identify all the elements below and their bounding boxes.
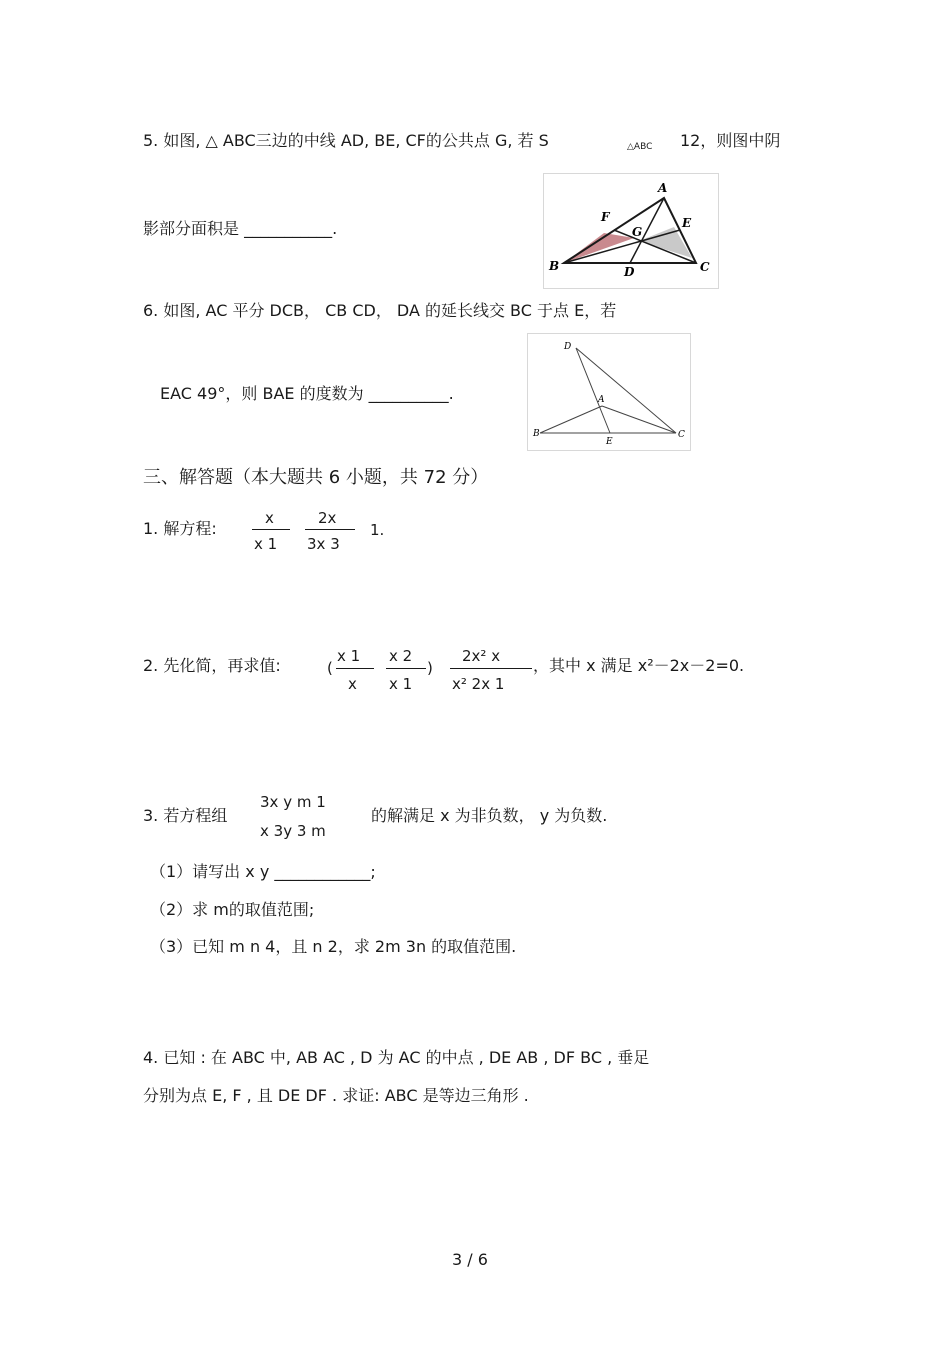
p2-b-num: x 2 bbox=[389, 647, 413, 665]
p2-b-bar bbox=[386, 668, 426, 669]
p3-prefix: 3. 若方程组 bbox=[143, 806, 228, 825]
p2-c-den: x² 2x 1 bbox=[452, 675, 505, 693]
label-g: G bbox=[632, 225, 643, 239]
p2-b-den: x 1 bbox=[389, 675, 413, 693]
label-f: F bbox=[601, 210, 610, 224]
page-number: 3 / 6 bbox=[452, 1250, 488, 1269]
p3-eq1: 3x y m 1 bbox=[260, 793, 326, 811]
q5-line1: 5. 如图, △ ABC三边的中线 AD, BE, CF的公共点 G, 若 S bbox=[143, 131, 549, 150]
q6-figure bbox=[527, 333, 691, 451]
p2-a-bar bbox=[336, 668, 374, 669]
p3-tail: 的解满足 x 为非负数， y 为负数. bbox=[371, 806, 608, 825]
label-c: C bbox=[700, 260, 710, 274]
label-b: B bbox=[549, 259, 560, 273]
p2-tail: ，其中 x 满足 x²－2x－2=0. bbox=[533, 656, 745, 675]
label-b: B bbox=[533, 429, 540, 439]
p3-sub1: （1）请写出 x y ____________; bbox=[150, 862, 376, 881]
section-title: 三、解答题（本大题共 6 小题，共 72 分） bbox=[143, 467, 489, 488]
p1-rhs: 1. bbox=[370, 521, 385, 539]
p2-open-paren: ( bbox=[327, 659, 333, 677]
q5-value: 12，则图中阴 bbox=[680, 131, 781, 150]
p2-prefix: 2. 先化简，再求值: bbox=[143, 656, 281, 675]
label-d: D bbox=[564, 342, 572, 352]
label-a: A bbox=[658, 181, 668, 195]
label-a: A bbox=[598, 395, 605, 405]
p2-a-den: x bbox=[348, 675, 357, 693]
q5-subscript: △ABC bbox=[627, 142, 653, 152]
p4-line1: 4. 已知 : 在 ABC 中, AB AC , D 为 AC 的中点 , DE AB , DF BC , 垂足 bbox=[143, 1048, 650, 1067]
p3-eq2: x 3y 3 m bbox=[260, 822, 326, 840]
p3-sub3: （3）已知 m n 4，且 n 2，求 2m 3n 的取值范围. bbox=[150, 937, 517, 956]
q5-figure bbox=[543, 173, 719, 289]
p2-c-num: 2x² x bbox=[462, 647, 501, 665]
p2-close-paren: ) bbox=[427, 659, 433, 677]
p1-frac2-den: 3x 3 bbox=[307, 535, 340, 553]
p1-prefix: 1. 解方程: bbox=[143, 519, 217, 538]
p1-frac2-bar bbox=[305, 529, 355, 530]
segment-dc bbox=[576, 348, 676, 433]
p1-frac2-num: 2x bbox=[318, 509, 337, 527]
label-c: C bbox=[678, 430, 685, 440]
p1-frac1-den: x 1 bbox=[254, 535, 278, 553]
p1-frac1-num: x bbox=[265, 509, 274, 527]
q5-line2: 影部分面积是 ___________. bbox=[143, 219, 338, 238]
q6-line1: 6. 如图, AC 平分 DCB， CB CD， DA 的延长线交 BC 于点 E，若 bbox=[143, 301, 617, 320]
segment-de bbox=[576, 348, 610, 433]
p3-sub2: （2）求 m的取值范围; bbox=[150, 900, 315, 919]
p1-frac1-bar bbox=[252, 529, 290, 530]
q6-line2: EAC 49°，则 BAE 的度数为 __________. bbox=[160, 384, 454, 403]
label-e: E bbox=[606, 437, 613, 447]
p4-line2: 分别为点 E, F , 且 DE DF . 求证: ABC 是等边三角形 . bbox=[143, 1086, 529, 1105]
shaded-region-left bbox=[564, 233, 634, 263]
p2-c-bar bbox=[450, 668, 532, 669]
p2-a-num: x 1 bbox=[337, 647, 361, 665]
segment-ac bbox=[602, 406, 676, 433]
label-d: D bbox=[624, 265, 635, 279]
segment-ba bbox=[540, 406, 602, 433]
label-e: E bbox=[682, 216, 692, 230]
